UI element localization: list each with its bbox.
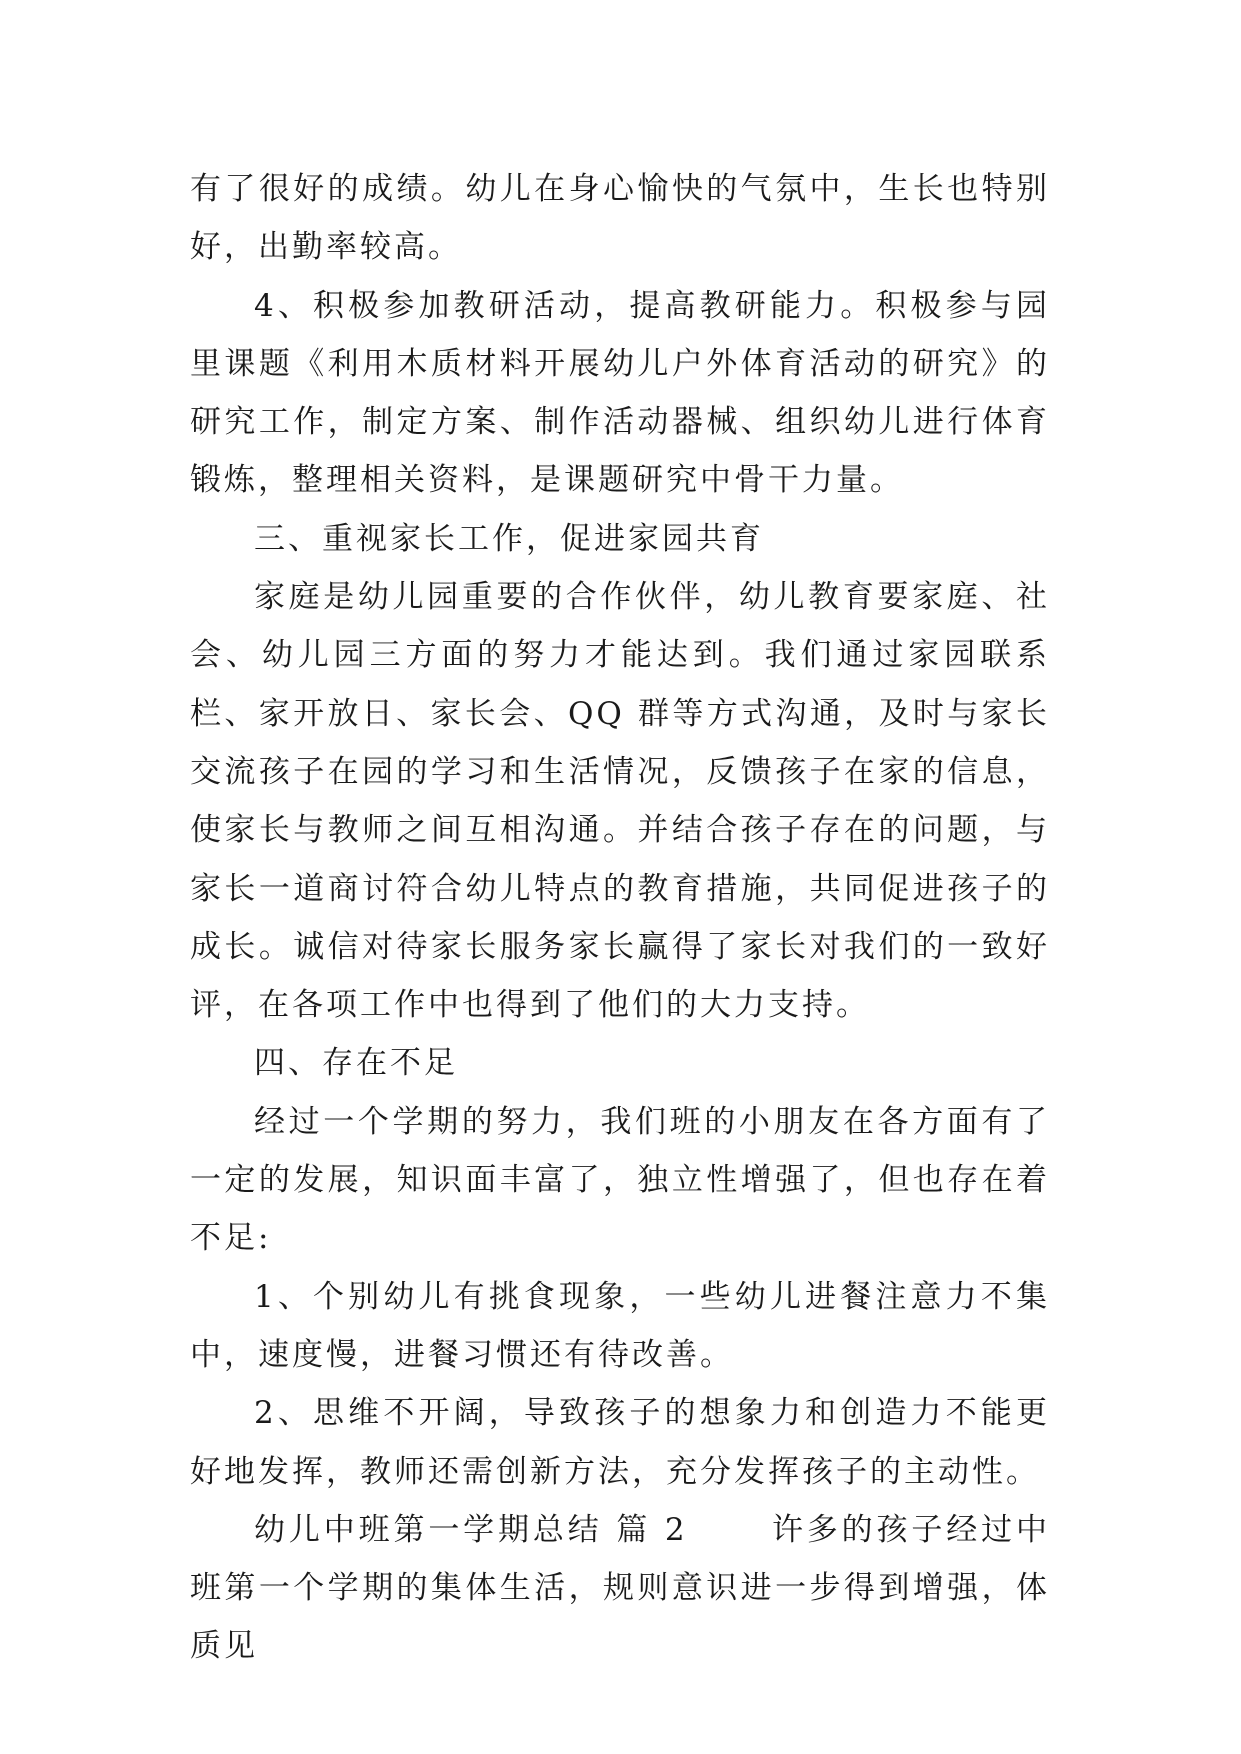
paragraph-7: 1、个别幼儿有挑食现象，一些幼儿进餐注意力不集中，速度慢，进餐习惯还有待改善。 (190, 1278, 1050, 1373)
section-heading-4: 四、存在不足 (254, 1045, 458, 1082)
paragraph-2: 4、积极参加教研活动，提高教研能力。积极参与园里课题《利用木质材料开展幼儿户外体育活动的研究》的研究工作，制定方案、制作活动器械、组织幼儿进行体育锻炼，整理相关资料，是课题研究中骨干力量。 (190, 287, 1050, 499)
document-body (190, 160, 1050, 1676)
paragraph-6: 经过一个学期的努力，我们班的小朋友在各方面有了一定的发展，知识面丰富了，独立性增强了，但也存在着不足: (190, 1103, 1050, 1257)
section-heading-3: 三、重视家长工作，促进家园共育 (254, 520, 764, 557)
paragraph-8: 2、思维不开阔，导致孩子的想象力和创造力不能更好地发挥，教师还需创新方法，充分发挥孩子的主动性。 (190, 1395, 1050, 1490)
paragraph-9: 幼儿中班第一学期总结 篇 2 许多的孩子经过中班第一个学期的集体生活，规则意识进一步得到增强，体质见 (190, 1511, 1050, 1665)
paragraph-4: 家庭是幼儿园重要的合作伙伴，幼儿教育要家庭、社会、幼儿园三方面的努力才能达到。我们通过家园联系栏、家开放日、家长会、QQ 群等方式沟通，及时与家长交流孩子在园的学习和生活情况，反馈孩子在家的信息，使家长与教师之间互相沟通。并结合孩子存在的问题，与家长一道商讨符合幼儿特点的教育措施，共同促进孩子的成长。诚信对待家长服务家长赢得了家长对我们的一致好评，在各项工作中也得到了他们的大力支持。 (190, 579, 1050, 1024)
paragraph-1: 有了很好的成绩。幼儿在身心愉快的气氛中，生长也特别好，出勤率较高。 (190, 171, 1050, 266)
